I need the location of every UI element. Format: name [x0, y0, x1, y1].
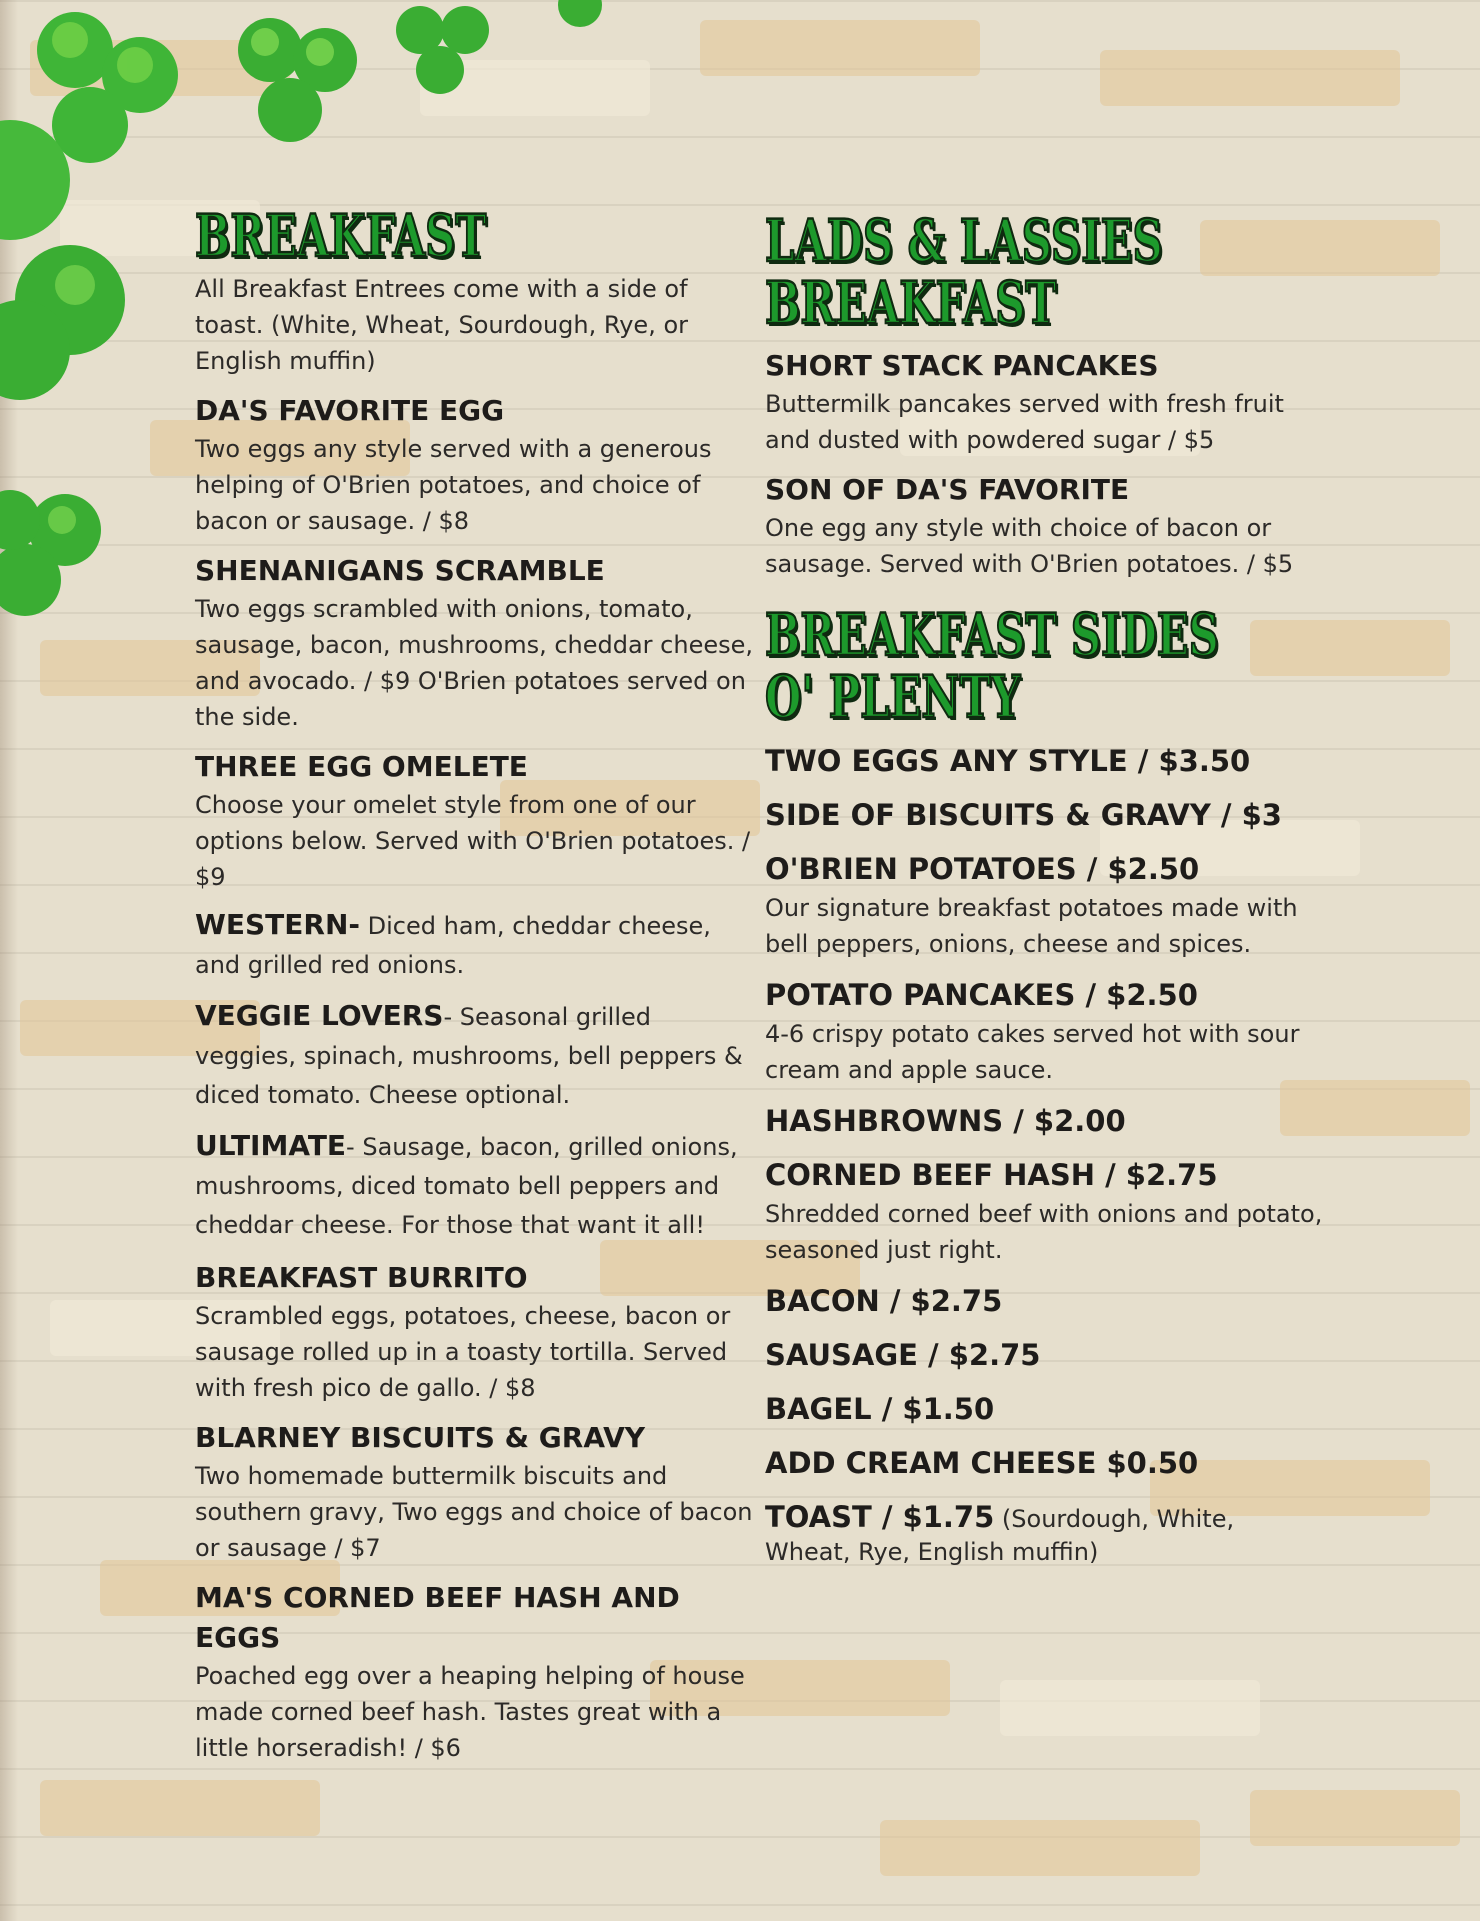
side-item	[765, 740, 1325, 782]
menu-item-description: Two homemade buttermilk biscuits and southern gravy, Two eggs and choice of bacon or sausage / $7	[195, 1462, 753, 1562]
right-column	[765, 207, 1325, 1566]
menu-item-title: SHENANIGANS SCRAMBLE	[195, 554, 605, 587]
shamrock-icon	[210, 0, 380, 165]
omelet-option-description: - Seasonal grilled veggies, spinach, mushrooms, bell peppers & diced tomato. Cheese optional.	[195, 1003, 743, 1109]
kids-menu-item-description: Buttermilk pancakes served with fresh fruit and dusted with powdered sugar / $5	[765, 390, 1284, 454]
side-item	[765, 794, 1325, 836]
side-item	[765, 1100, 1325, 1142]
omelet-option	[195, 907, 755, 986]
breakfast-column	[195, 202, 755, 1766]
kids-menu-item-description: One egg any style with choice of bacon or sausage. Served with O'Brien potatoes. / $5	[765, 514, 1294, 578]
side-item	[765, 1280, 1325, 1322]
breakfast-heading: BREAKFAST	[195, 202, 487, 270]
menu-item	[195, 1258, 755, 1406]
menu-item-description: Two eggs any style served with a generous helping of O'Brien potatoes, and choice of bacon or sausage. / $8	[195, 435, 712, 535]
shamrock-icon	[0, 110, 90, 250]
side-item-title: SAUSAGE / $2.75	[765, 1338, 1041, 1372]
omelet-option-description: Diced ham, cheddar cheese, and grilled red onions.	[195, 912, 711, 979]
side-item-title: TWO EGGS ANY STYLE / $3.50	[765, 744, 1251, 778]
side-item-title: BACON / $2.75	[765, 1284, 1003, 1318]
omelet-option-title: WESTERN-	[195, 908, 361, 941]
lads-heading-line2: BREAKFAST	[765, 269, 1057, 337]
menu-item	[195, 1418, 755, 1566]
menu-item-title: THREE EGG OMELETE	[195, 750, 528, 783]
side-item-description: Shredded corned beef with onions and potato, seasoned just right.	[765, 1200, 1323, 1264]
sides-heading-line2: O' PLENTY	[765, 663, 1021, 731]
side-item-title: SIDE OF BISCUITS & GRAVY / $3	[765, 798, 1282, 832]
omelet-option	[195, 998, 755, 1116]
shamrock-icon	[550, 0, 610, 30]
kids-menu-item	[765, 470, 1325, 582]
menu-item	[195, 747, 755, 895]
kids-menu-item	[765, 346, 1325, 458]
toast-item	[765, 1496, 1325, 1566]
side-item	[765, 848, 1325, 962]
menu-item-description: Two eggs scrambled with onions, tomato, sausage, bacon, mushrooms, cheddar cheese, and avocado. / $9 O'Brien potatoes served on the side.	[195, 595, 754, 731]
omelet-option-title: VEGGIE LOVERS	[195, 999, 444, 1032]
shamrock-icon	[375, 0, 505, 100]
menu-item-description: Scrambled eggs, potatoes, cheese, bacon or sausage rolled up in a toasty tortilla. Served with fresh pico de gallo. / $8	[195, 1302, 731, 1402]
side-item-title: HASHBROWNS / $2.00	[765, 1104, 1126, 1138]
side-item-description: 4-6 crispy potato cakes served hot with sour cream and apple sauce.	[765, 1020, 1300, 1084]
toast-note: (Sourdough, White, Wheat, Rye, English muffin)	[765, 1505, 1235, 1566]
toast-title: TOAST / $1.75	[765, 1500, 995, 1534]
menu-item	[195, 1578, 755, 1766]
kids-menu-item-title: SHORT STACK PANCAKES	[765, 349, 1159, 382]
menu-item	[195, 551, 755, 735]
shamrock-icon	[0, 240, 135, 410]
menu-item-title: BREAKFAST BURRITO	[195, 1261, 528, 1294]
lads-heading-line1: LADS & LASSIES	[765, 207, 1163, 275]
sides-heading-line1: BREAKFAST SIDES	[765, 601, 1219, 669]
menu-item-description: Choose your omelet style from one of our options below. Served with O'Brien potatoes. / $9	[195, 791, 751, 891]
side-item-title: POTATO PANCAKES / $2.50	[765, 978, 1198, 1012]
breakfast-intro: All Breakfast Entrees come with a side of toast. (White, Wheat, Sourdough, Rye, or English muffin)	[195, 275, 689, 375]
menu-item-description: Poached egg over a heaping helping of house made corned beef hash. Tastes great with a little horseradish! / $6	[195, 1662, 745, 1762]
menu-item-title: BLARNEY BISCUITS & GRAVY	[195, 1421, 646, 1454]
side-item	[765, 1388, 1325, 1430]
side-item-title: ADD CREAM CHEESE $0.50	[765, 1446, 1199, 1480]
omelet-option	[195, 1128, 755, 1246]
side-item-title: CORNED BEEF HASH / $2.75	[765, 1158, 1218, 1192]
side-item-title: O'BRIEN POTATOES / $2.50	[765, 852, 1200, 886]
side-item-description: Our signature breakfast potatoes made with bell peppers, onions, cheese and spices.	[765, 894, 1298, 958]
menu-item-title: MA'S CORNED BEEF HASH AND EGGS	[195, 1581, 680, 1654]
side-item	[765, 974, 1325, 1088]
side-item	[765, 1154, 1325, 1268]
menu-item-title: DA'S FAVORITE EGG	[195, 394, 505, 427]
side-item-title: BAGEL / $1.50	[765, 1392, 995, 1426]
side-item	[765, 1334, 1325, 1376]
omelet-option-title: ULTIMATE	[195, 1129, 347, 1162]
kids-menu-item-title: SON OF DA'S FAVORITE	[765, 473, 1130, 506]
menu-item	[195, 391, 755, 539]
side-item	[765, 1442, 1325, 1484]
shamrock-icon	[0, 470, 110, 630]
omelet-option-description: - Sausage, bacon, grilled onions, mushrooms, diced tomato bell peppers and cheddar cheese. For those that want it all!	[195, 1133, 738, 1239]
